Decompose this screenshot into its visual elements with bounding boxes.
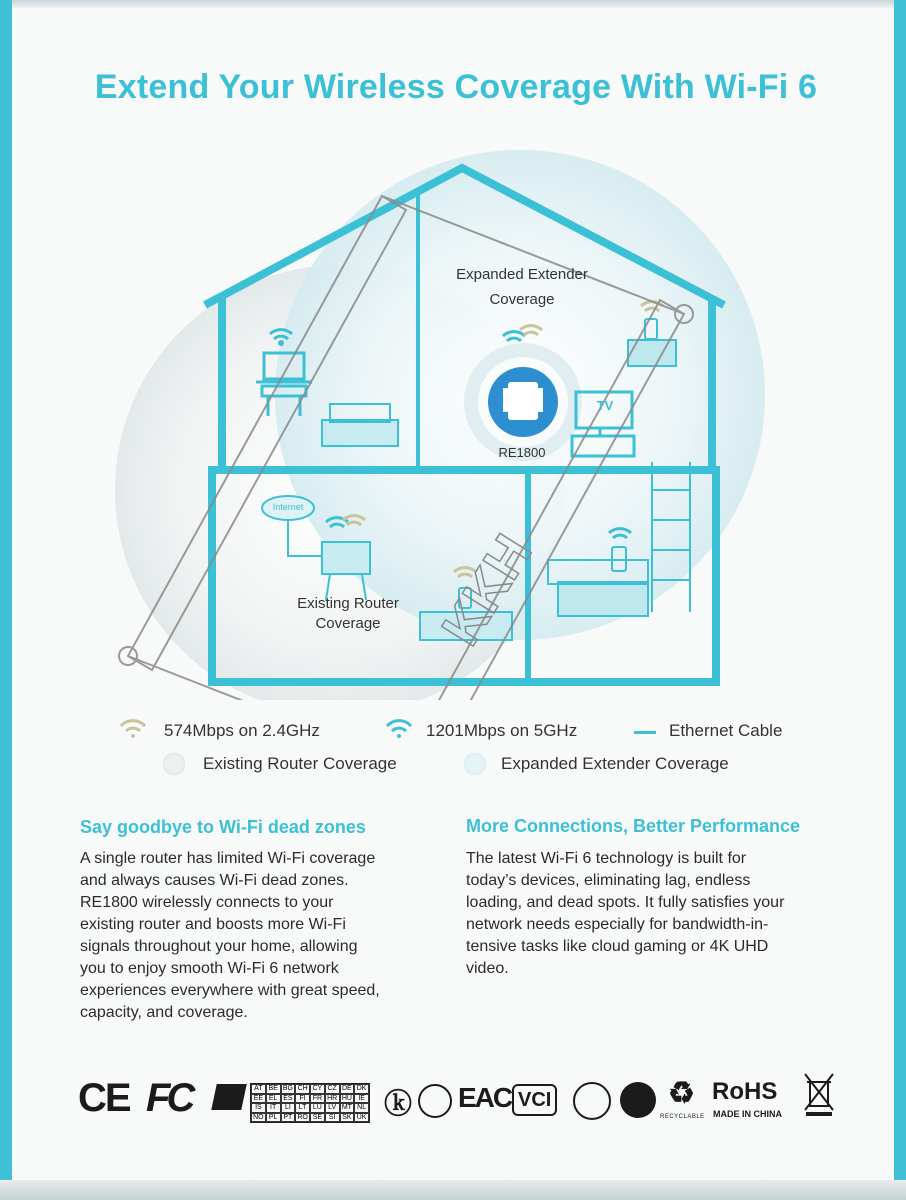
left-paragraph	[80, 848, 452, 1024]
watermark-text: KKH	[430, 524, 544, 656]
right-line: tensive tasks like cloud gaming or 4K UHD	[466, 938, 769, 955]
country-code: DK	[354, 1084, 369, 1094]
left-line: and always causes Wi-Fi dead zones.	[80, 872, 349, 889]
country-code: SE	[310, 1113, 325, 1123]
country-code: AT	[251, 1084, 266, 1094]
router-coverage-legend-dot	[164, 754, 184, 774]
country-code: SK	[340, 1113, 355, 1123]
legend-extender-coverage: Expanded Extender Coverage	[501, 754, 729, 773]
warning-icon	[211, 1084, 247, 1110]
router-coverage-label	[276, 594, 420, 634]
wifi-24g-legend-icon	[118, 716, 148, 742]
country-code: FR	[310, 1094, 325, 1104]
legend-ethernet: Ethernet Cable	[669, 721, 783, 740]
country-code: CY	[310, 1084, 325, 1094]
extender-coverage-line1: Expanded Extender	[456, 266, 588, 283]
left-line: A single router has limited Wi-Fi coverage	[80, 850, 376, 867]
right-paragraph	[466, 848, 856, 980]
left-line: experiences everywhere with great speed,	[80, 982, 380, 999]
country-code: MT	[340, 1103, 355, 1113]
legend-5g: 1201Mbps on 5GHz	[426, 721, 578, 740]
country-code: LI	[281, 1103, 296, 1113]
left-line: you to enjoy smooth Wi-Fi 6 network	[80, 960, 339, 977]
left-line: existing router and boosts more Wi-Fi	[80, 916, 346, 933]
internet-label: Internet	[272, 502, 304, 512]
country-code: HU	[340, 1094, 355, 1104]
anatel-icon	[418, 1084, 452, 1118]
country-code: HR	[325, 1094, 340, 1104]
country-code: NL	[354, 1103, 369, 1113]
router-coverage-line1: Existing Router	[297, 595, 399, 612]
extender-coverage-label	[436, 262, 608, 312]
ethernet-legend-line	[634, 731, 656, 734]
country-code: IS	[251, 1103, 266, 1113]
right-line: network needs especially for bandwidth-in-	[466, 916, 769, 933]
right-line: today’s devices, eliminating lag, endless	[466, 872, 751, 889]
right-line: video.	[466, 960, 509, 977]
country-code: ES	[281, 1094, 296, 1104]
rohs-mark: RoHS	[712, 1078, 778, 1105]
recycle-check-icon	[573, 1082, 611, 1120]
icasa-icon: ⓚ	[384, 1088, 413, 1119]
router-coverage-line2: Coverage	[315, 615, 381, 632]
recycle-icon: ♻	[668, 1077, 695, 1110]
country-code: BE	[266, 1084, 281, 1094]
legend-router-coverage: Existing Router Coverage	[203, 754, 397, 773]
country-code: CZ	[325, 1084, 340, 1094]
recyclable-label: RECYCLABLE	[660, 1114, 705, 1120]
left-heading: Say goodbye to Wi-Fi dead zones	[80, 817, 366, 837]
country-code: NO	[251, 1113, 266, 1123]
wifi-5g-legend-icon	[384, 716, 414, 742]
extender-coverage-legend-dot	[465, 754, 485, 774]
page-title: Extend Your Wireless Coverage With Wi-Fi 6	[94, 68, 818, 106]
fcc-mark: FC	[146, 1076, 192, 1120]
country-code: CH	[295, 1084, 310, 1094]
country-code: RO	[295, 1113, 310, 1123]
country-code: EE	[251, 1094, 266, 1104]
legend-24g: 574Mbps on 2.4GHz	[164, 721, 320, 740]
green-dot-icon	[620, 1082, 656, 1118]
country-code: PL	[266, 1113, 281, 1123]
country-code: IT	[266, 1103, 281, 1113]
weee-bin-icon	[802, 1070, 836, 1118]
country-code: PT	[281, 1113, 296, 1123]
country-code: LT	[295, 1103, 310, 1113]
country-code: BG	[281, 1084, 296, 1094]
country-code-grid	[250, 1083, 370, 1123]
eac-mark: EAC	[458, 1082, 512, 1113]
country-code: UK	[354, 1113, 369, 1123]
device-label: RE1800	[498, 445, 546, 460]
country-code: FI	[295, 1094, 310, 1104]
left-line: RE1800 wirelessly connects to your	[80, 894, 334, 911]
vci-mark: VCI	[512, 1084, 557, 1116]
left-line: capacity, and coverage.	[80, 1004, 248, 1021]
extender-coverage-line2: Coverage	[489, 291, 555, 308]
country-code: LV	[325, 1103, 340, 1113]
box-bottom-edge	[0, 1180, 906, 1200]
country-code: EL	[266, 1094, 281, 1104]
made-in-label: MADE IN CHINA	[713, 1109, 782, 1119]
right-line: loading, and dead spots. It fully satisfies your	[466, 894, 785, 911]
left-line: signals throughout your home, allowing	[80, 938, 358, 955]
certification-logos	[0, 1070, 906, 1130]
right-line: The latest Wi-Fi 6 technology is built for	[466, 850, 747, 867]
country-code: SI	[325, 1113, 340, 1123]
right-heading: More Connections, Better Performance	[466, 816, 801, 836]
country-code: IE	[354, 1094, 369, 1104]
tv-label: TV	[596, 398, 614, 413]
country-code: LU	[310, 1103, 325, 1113]
ce-mark: CE	[78, 1076, 130, 1120]
country-code: DE	[340, 1084, 355, 1094]
